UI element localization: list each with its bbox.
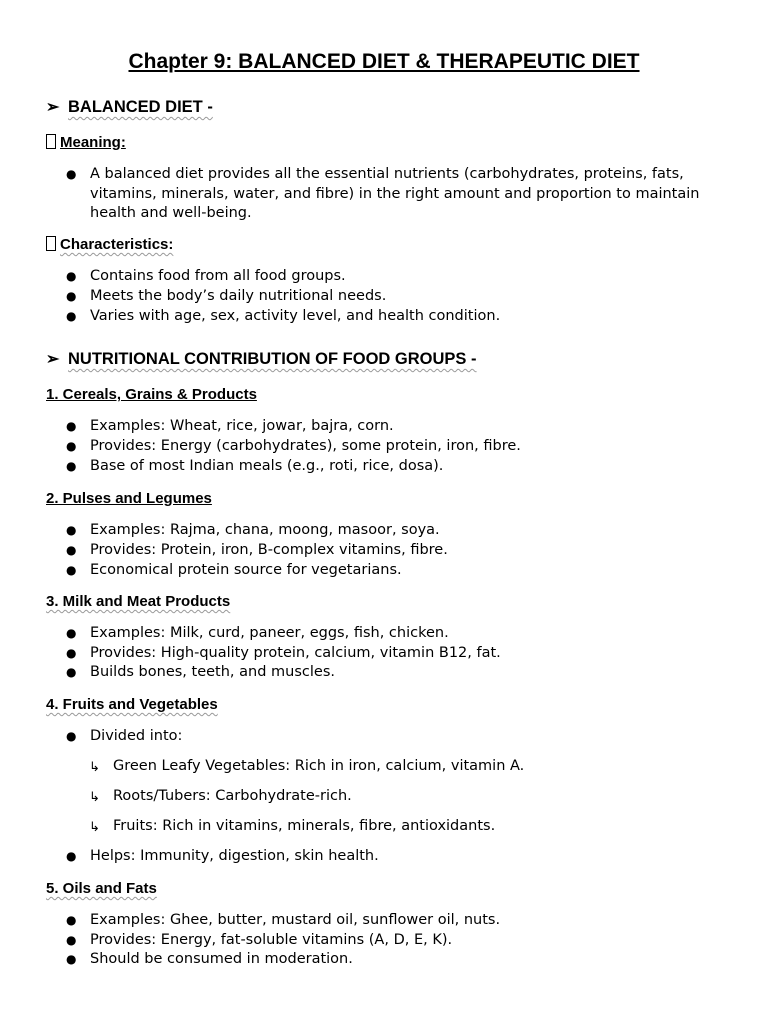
bullet-icon: ● xyxy=(66,665,77,679)
bullet-icon: ● xyxy=(66,933,77,947)
checkbox-glyph-icon xyxy=(46,236,56,251)
food-group-heading: 2. Pulses and Legumes xyxy=(46,490,212,507)
list-item: ● Base of most Indian meals (e.g., roti, rice, dosa). xyxy=(90,457,730,477)
bullet-icon: ● xyxy=(66,543,77,557)
list-item: ● Examples: Rajma, chana, moong, masoor, soya. xyxy=(90,521,730,541)
list-item: ● A balanced diet provides all the essential nutrients (carbohydrates, proteins, fats, vitamins, minerals, water, and fibre) in the right amount and proportion to maintain health and well-being. xyxy=(66,166,700,221)
bullet-icon: ● xyxy=(66,289,77,303)
bullet-icon: ● xyxy=(66,439,77,453)
list-item: ● Examples: Ghee, butter, mustard oil, sunflower oil, nuts. xyxy=(90,911,730,931)
list-item: ● Provides: Energy (carbohydrates), some protein, iron, fibre. xyxy=(90,437,730,457)
checkbox-glyph-icon xyxy=(46,134,56,149)
list-item: ● Builds bones, teeth, and muscles. xyxy=(90,663,730,683)
food-group-heading: 1. Cereals, Grains & Products xyxy=(46,386,257,403)
bullet-icon: ● xyxy=(66,729,77,743)
list-item: ● Divided into: xyxy=(90,727,730,747)
meaning-heading: Meaning: xyxy=(46,133,126,153)
list-item: ● Should be consumed in moderation. xyxy=(90,950,730,970)
sub-list-item: ↳ Green Leafy Vegetables: Rich in iron, calcium, vitamin A. xyxy=(113,757,524,777)
page-title: Chapter 9: BALANCED DIET & THERAPEUTIC DIET xyxy=(128,50,640,73)
section-heading-balanced-diet: ➢ BALANCED DIET - xyxy=(46,96,213,118)
bullet-icon: ● xyxy=(66,167,77,181)
list-item: ● Examples: Milk, curd, paneer, eggs, fish, chicken. xyxy=(90,624,730,644)
list-item: ● Provides: Energy, fat-soluble vitamins (A, D, E, K). xyxy=(90,931,730,951)
arrow-bullet-icon: ➢ xyxy=(46,99,60,116)
bullet-icon: ● xyxy=(66,419,77,433)
bullet-icon: ● xyxy=(66,849,77,863)
list-item: ● Helps: Immunity, digestion, skin health. xyxy=(90,847,730,867)
list-item: ● Varies with age, sex, activity level, and health condition. xyxy=(90,307,730,327)
sub-list-item: ↳ Fruits: Rich in vitamins, minerals, fibre, antioxidants. xyxy=(113,817,495,837)
list-item: ● Economical protein source for vegetarians. xyxy=(90,561,730,581)
food-group-heading: 3. Milk and Meat Products xyxy=(46,593,231,610)
section-heading-food-groups: ➢ NUTRITIONAL CONTRIBUTION OF FOOD GROUPS - xyxy=(46,348,477,370)
bullet-icon: ● xyxy=(66,523,77,537)
list-item: ● Examples: Wheat, rice, jowar, bajra, corn. xyxy=(90,417,730,437)
list-item: ● Provides: Protein, iron, B-complex vitamins, fibre. xyxy=(90,541,730,561)
bullet-icon: ● xyxy=(66,269,77,283)
bullet-icon: ● xyxy=(66,563,77,577)
food-group-heading: 4. Fruits and Vegetables xyxy=(46,696,218,713)
bullet-icon: ● xyxy=(66,952,77,966)
list-item: ● Provides: High-quality protein, calcium, vitamin B12, fat. xyxy=(90,644,730,664)
food-group-heading: 5. Oils and Fats xyxy=(46,880,157,897)
bullet-icon: ● xyxy=(66,309,77,323)
sub-list-item: ↳ Roots/Tubers: Carbohydrate-rich. xyxy=(113,787,352,807)
hooked-arrow-icon: ↳ xyxy=(89,820,100,835)
characteristics-heading: Characteristics: xyxy=(46,235,173,255)
bullet-icon: ● xyxy=(66,626,77,640)
arrow-bullet-icon: ➢ xyxy=(46,351,60,368)
bullet-icon: ● xyxy=(66,646,77,660)
bullet-icon: ● xyxy=(66,459,77,473)
hooked-arrow-icon: ↳ xyxy=(89,790,100,805)
list-item: ● Meets the body’s daily nutritional needs. xyxy=(90,287,730,307)
list-item: ● Contains food from all food groups. xyxy=(90,267,730,287)
hooked-arrow-icon: ↳ xyxy=(89,760,100,775)
bullet-icon: ● xyxy=(66,913,77,927)
